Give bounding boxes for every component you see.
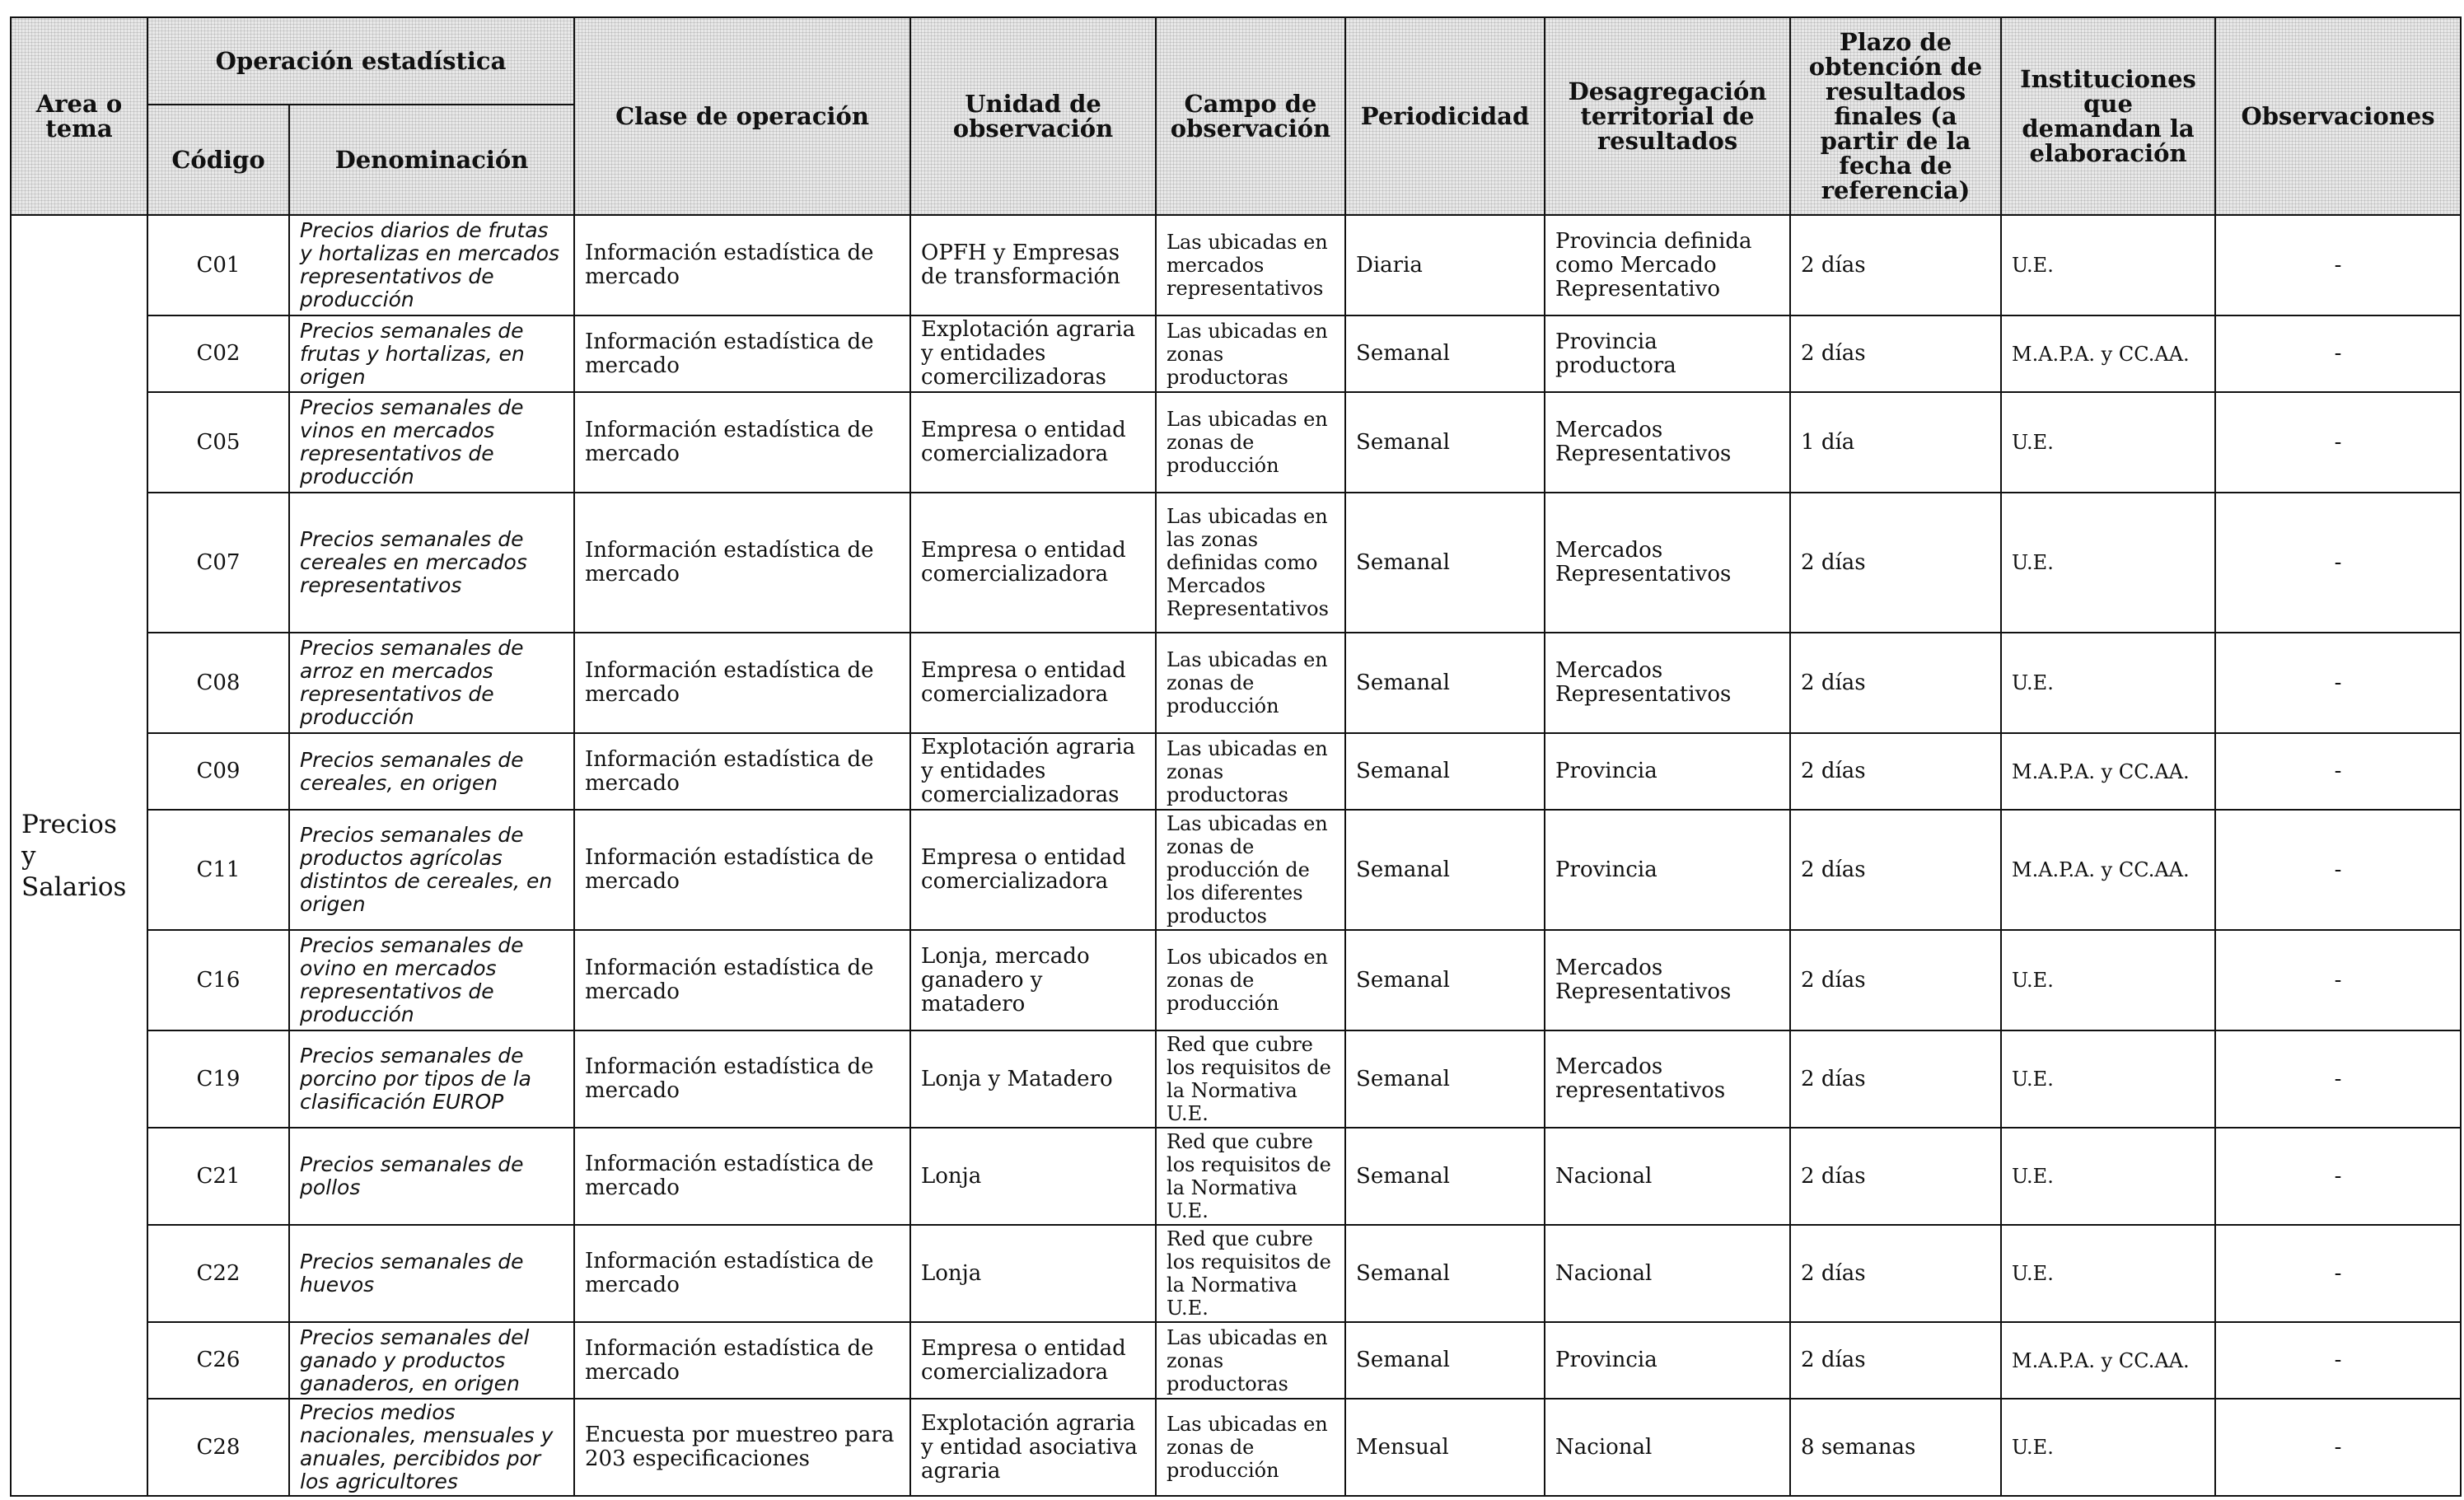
denominacion-cell: Precios semanales de cereales en mercados representativos <box>289 493 574 633</box>
observaciones-cell: - <box>2215 930 2461 1030</box>
unidad-cell: Lonja <box>910 1128 1156 1225</box>
periodicidad-cell: Semanal <box>1345 1030 1545 1128</box>
periodicidad-cell: Semanal <box>1345 810 1545 930</box>
codigo-cell: C26 <box>147 1322 289 1399</box>
instituciones-cell: U.E. <box>2001 215 2215 315</box>
header-codigo: Código <box>147 105 289 215</box>
desagregacion-cell: Mercados Representativos <box>1545 930 1790 1030</box>
instituciones-cell: M.A.P.A. y CC.AA. <box>2001 733 2215 810</box>
campo-cell: Las ubicadas en zonas de producción <box>1156 392 1345 493</box>
denominacion-cell: Precios semanales de frutas y hortalizas, en origen <box>289 315 574 392</box>
unidad-cell: Empresa o entidad comercializadora <box>910 1322 1156 1399</box>
desagregacion-cell: Nacional <box>1545 1225 1790 1322</box>
area-cell: Precios y Salarios <box>11 215 147 1496</box>
header-desagregacion: Desagregación territorial de resultados <box>1545 17 1790 215</box>
unidad-cell: Explotación agraria y entidad asociativa agraria <box>910 1399 1156 1496</box>
header-area: Area o tema <box>11 17 147 215</box>
codigo-cell: C16 <box>147 930 289 1030</box>
codigo-cell: C08 <box>147 633 289 733</box>
codigo-cell: C19 <box>147 1030 289 1128</box>
periodicidad-cell: Diaria <box>1345 215 1545 315</box>
campo-cell: Las ubicadas en zonas de producción de los diferentes productos <box>1156 810 1345 930</box>
denominacion-cell: Precios semanales de vinos en mercados representativos de producción <box>289 392 574 493</box>
clase-cell: Información estadística de mercado <box>574 1030 910 1128</box>
observaciones-cell: - <box>2215 392 2461 493</box>
denominacion-cell: Precios semanales de pollos <box>289 1128 574 1225</box>
clase-cell: Información estadística de mercado <box>574 633 910 733</box>
periodicidad-cell: Semanal <box>1345 1225 1545 1322</box>
observaciones-cell: - <box>2215 315 2461 392</box>
plazo-cell: 2 días <box>1790 633 2001 733</box>
plazo-cell: 2 días <box>1790 1128 2001 1225</box>
desagregacion-cell: Nacional <box>1545 1399 1790 1496</box>
plazo-cell: 2 días <box>1790 810 2001 930</box>
table-row <box>11 633 2461 733</box>
plazo-cell: 2 días <box>1790 493 2001 633</box>
campo-cell: Las ubicadas en zonas productoras <box>1156 733 1345 810</box>
instituciones-cell: U.E. <box>2001 1128 2215 1225</box>
campo-cell: Las ubicadas en zonas productoras <box>1156 315 1345 392</box>
desagregacion-cell: Provincia <box>1545 733 1790 810</box>
clase-cell: Información estadística de mercado <box>574 930 910 1030</box>
observaciones-cell: - <box>2215 733 2461 810</box>
codigo-cell: C28 <box>147 1399 289 1496</box>
clase-cell: Información estadística de mercado <box>574 392 910 493</box>
codigo-cell: C09 <box>147 733 289 810</box>
instituciones-cell: M.A.P.A. y CC.AA. <box>2001 1322 2215 1399</box>
campo-cell: Los ubicados en zonas de producción <box>1156 930 1345 1030</box>
denominacion-cell: Precios semanales de arroz en mercados representativos de producción <box>289 633 574 733</box>
campo-cell: Red que cubre los requisitos de la Normativa U.E. <box>1156 1128 1345 1225</box>
observaciones-cell: - <box>2215 1322 2461 1399</box>
observaciones-cell: - <box>2215 1399 2461 1496</box>
denominacion-cell: Precios semanales de cereales, en origen <box>289 733 574 810</box>
header-denominacion: Denominación <box>289 105 574 215</box>
instituciones-cell: U.E. <box>2001 1030 2215 1128</box>
instituciones-cell: U.E. <box>2001 392 2215 493</box>
desagregacion-cell: Provincia definida como Mercado Representativo <box>1545 215 1790 315</box>
unidad-cell: Empresa o entidad comercializadora <box>910 493 1156 633</box>
desagregacion-cell: Mercados Representativos <box>1545 493 1790 633</box>
table-row <box>11 493 2461 633</box>
campo-cell: Red que cubre los requisitos de la Normativa U.E. <box>1156 1030 1345 1128</box>
instituciones-cell: U.E. <box>2001 930 2215 1030</box>
table-row <box>11 733 2461 810</box>
denominacion-cell: Precios semanales de porcino por tipos de la clasificación EUROP <box>289 1030 574 1128</box>
desagregacion-cell: Mercados representativos <box>1545 1030 1790 1128</box>
codigo-cell: C07 <box>147 493 289 633</box>
observaciones-cell: - <box>2215 1128 2461 1225</box>
instituciones-cell: U.E. <box>2001 633 2215 733</box>
table-row <box>11 930 2461 1030</box>
periodicidad-cell: Semanal <box>1345 930 1545 1030</box>
desagregacion-cell: Mercados Representativos <box>1545 392 1790 493</box>
clase-cell: Encuesta por muestreo para 203 especificaciones <box>574 1399 910 1496</box>
clase-cell: Información estadística de mercado <box>574 215 910 315</box>
table-row <box>11 215 2461 315</box>
periodicidad-cell: Semanal <box>1345 1322 1545 1399</box>
unidad-cell: Empresa o entidad comercializadora <box>910 633 1156 733</box>
instituciones-cell: U.E. <box>2001 1225 2215 1322</box>
clase-cell: Información estadística de mercado <box>574 810 910 930</box>
clase-cell: Información estadística de mercado <box>574 315 910 392</box>
table-row <box>11 1225 2461 1322</box>
table-header <box>11 17 2461 215</box>
periodicidad-cell: Semanal <box>1345 633 1545 733</box>
observaciones-cell: - <box>2215 810 2461 930</box>
plazo-cell: 2 días <box>1790 733 2001 810</box>
denominacion-cell: Precios semanales del ganado y productos ganaderos, en origen <box>289 1322 574 1399</box>
header-operacion: Operación estadística <box>147 17 574 105</box>
clase-cell: Información estadística de mercado <box>574 1225 910 1322</box>
header-periodicidad: Periodicidad <box>1345 17 1545 215</box>
plazo-cell: 2 días <box>1790 1225 2001 1322</box>
denominacion-cell: Precios semanales de productos agrícolas distintos de cereales, en origen <box>289 810 574 930</box>
periodicidad-cell: Semanal <box>1345 1128 1545 1225</box>
clase-cell: Información estadística de mercado <box>574 1322 910 1399</box>
campo-cell: Las ubicadas en zonas de producción <box>1156 1399 1345 1496</box>
codigo-cell: C22 <box>147 1225 289 1322</box>
observaciones-cell: - <box>2215 215 2461 315</box>
codigo-cell: C02 <box>147 315 289 392</box>
desagregacion-cell: Provincia <box>1545 1322 1790 1399</box>
observaciones-cell: - <box>2215 633 2461 733</box>
unidad-cell: OPFH y Empresas de transformación <box>910 215 1156 315</box>
desagregacion-cell: Provincia productora <box>1545 315 1790 392</box>
campo-cell: Las ubicadas en las zonas definidas como Mercados Representativos <box>1156 493 1345 633</box>
table-row <box>11 392 2461 493</box>
header-campo: Campo de observación <box>1156 17 1345 215</box>
table-body <box>11 215 2461 1496</box>
table-row <box>11 1128 2461 1225</box>
clase-cell: Información estadística de mercado <box>574 1128 910 1225</box>
denominacion-cell: Precios diarios de frutas y hortalizas en mercados representativos de producción <box>289 215 574 315</box>
table-row <box>11 1030 2461 1128</box>
table-row <box>11 1399 2461 1496</box>
desagregacion-cell: Provincia <box>1545 810 1790 930</box>
codigo-cell: C11 <box>147 810 289 930</box>
campo-cell: Las ubicadas en zonas de producción <box>1156 633 1345 733</box>
codigo-cell: C21 <box>147 1128 289 1225</box>
plazo-cell: 2 días <box>1790 930 2001 1030</box>
clase-cell: Información estadística de mercado <box>574 733 910 810</box>
instituciones-cell: U.E. <box>2001 493 2215 633</box>
header-plazo: Plazo de obtención de resultados finales (a partir de la fecha de referencia) <box>1790 17 2001 215</box>
header-instituciones: Instituciones que demandan la elaboración <box>2001 17 2215 215</box>
observaciones-cell: - <box>2215 493 2461 633</box>
unidad-cell: Empresa o entidad comercializadora <box>910 392 1156 493</box>
clase-cell: Información estadística de mercado <box>574 493 910 633</box>
observaciones-cell: - <box>2215 1225 2461 1322</box>
unidad-cell: Lonja <box>910 1225 1156 1322</box>
plazo-cell: 2 días <box>1790 215 2001 315</box>
unidad-cell: Explotación agraria y entidades comercilizadoras <box>910 315 1156 392</box>
plazo-cell: 2 días <box>1790 315 2001 392</box>
periodicidad-cell: Semanal <box>1345 493 1545 633</box>
codigo-cell: C01 <box>147 215 289 315</box>
periodicidad-cell: Semanal <box>1345 733 1545 810</box>
table-row <box>11 315 2461 392</box>
codigo-cell: C05 <box>147 392 289 493</box>
observaciones-cell: - <box>2215 1030 2461 1128</box>
denominacion-cell: Precios semanales de huevos <box>289 1225 574 1322</box>
instituciones-cell: M.A.P.A. y CC.AA. <box>2001 315 2215 392</box>
table-row <box>11 810 2461 930</box>
instituciones-cell: U.E. <box>2001 1399 2215 1496</box>
campo-cell: Las ubicadas en mercados representativos <box>1156 215 1345 315</box>
periodicidad-cell: Mensual <box>1345 1399 1545 1496</box>
unidad-cell: Explotación agraria y entidades comercializadoras <box>910 733 1156 810</box>
statistical-operations-sheet <box>10 16 2460 1495</box>
campo-cell: Red que cubre los requisitos de la Normativa U.E. <box>1156 1225 1345 1322</box>
table-row <box>11 1322 2461 1399</box>
header-observaciones: Observaciones <box>2215 17 2461 215</box>
unidad-cell: Empresa o entidad comercializadora <box>910 810 1156 930</box>
statistical-operations-table <box>10 16 2462 1497</box>
periodicidad-cell: Semanal <box>1345 392 1545 493</box>
instituciones-cell: M.A.P.A. y CC.AA. <box>2001 810 2215 930</box>
header-unidad: Unidad de observación <box>910 17 1156 215</box>
denominacion-cell: Precios medios nacionales, mensuales y anuales, percibidos por los agricultores <box>289 1399 574 1496</box>
desagregacion-cell: Mercados Representativos <box>1545 633 1790 733</box>
header-clase: Clase de operación <box>574 17 910 215</box>
desagregacion-cell: Nacional <box>1545 1128 1790 1225</box>
plazo-cell: 2 días <box>1790 1322 2001 1399</box>
unidad-cell: Lonja, mercado ganadero y matadero <box>910 930 1156 1030</box>
plazo-cell: 1 día <box>1790 392 2001 493</box>
plazo-cell: 2 días <box>1790 1030 2001 1128</box>
periodicidad-cell: Semanal <box>1345 315 1545 392</box>
unidad-cell: Lonja y Matadero <box>910 1030 1156 1128</box>
plazo-cell: 8 semanas <box>1790 1399 2001 1496</box>
denominacion-cell: Precios semanales de ovino en mercados representativos de producción <box>289 930 574 1030</box>
campo-cell: Las ubicadas en zonas productoras <box>1156 1322 1345 1399</box>
